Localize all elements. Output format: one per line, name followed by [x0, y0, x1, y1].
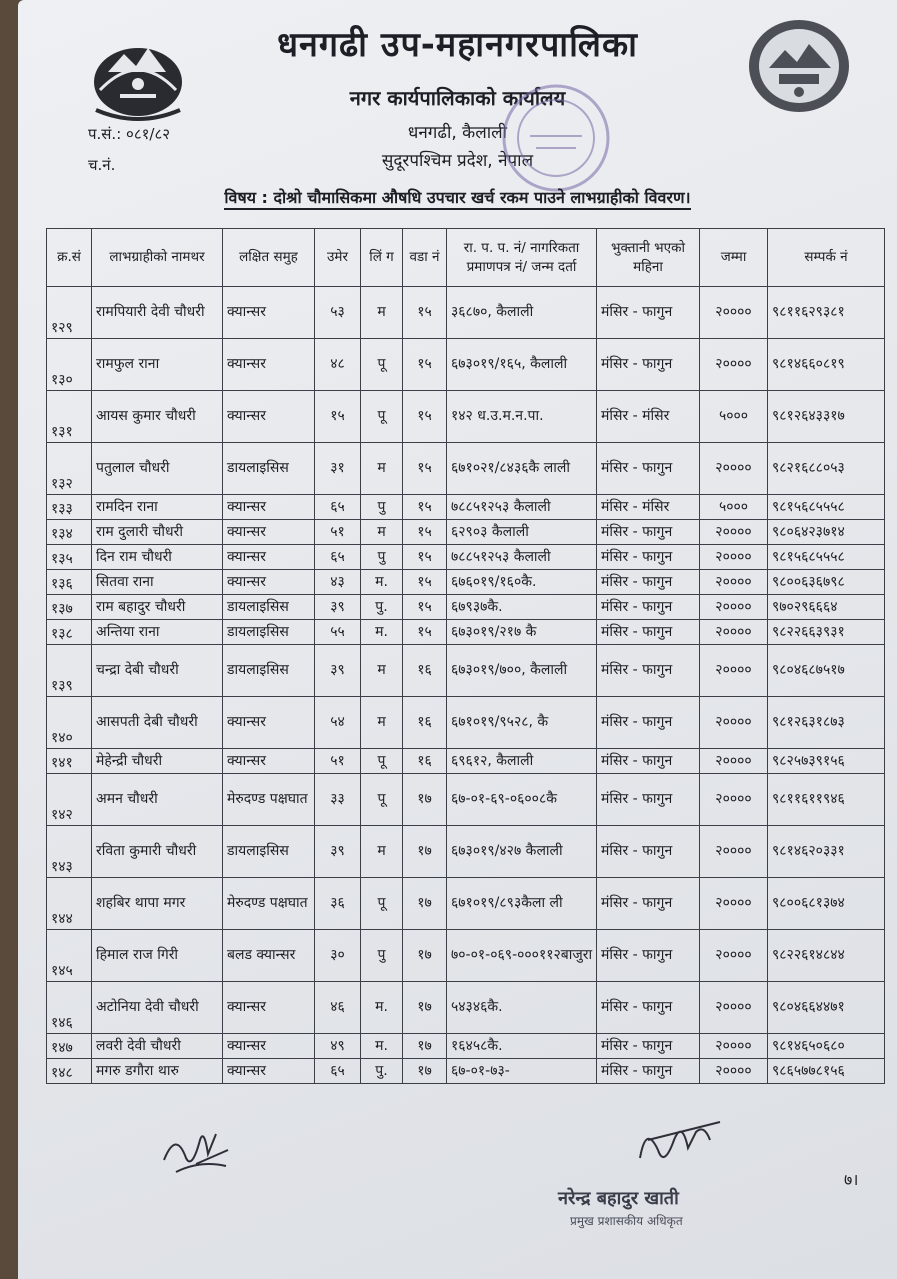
table-cell: क्यान्सर — [223, 495, 315, 520]
table-cell: ७०-०१-०६९-०००११२बाजुरा — [447, 930, 597, 982]
table-cell: ६७३०१९/७००, कैलाली — [447, 645, 597, 697]
table-cell: २०००० — [700, 1059, 768, 1084]
table-cell: २०००० — [700, 645, 768, 697]
table-cell: मंसिर - फागुन — [597, 443, 700, 495]
table-cell: १४८ — [47, 1059, 92, 1084]
table-cell: १६ — [403, 697, 447, 749]
table-cell: ३९ — [315, 595, 361, 620]
table-cell: अमन चौधरी — [92, 774, 223, 826]
table-cell: सितवा राना — [92, 570, 223, 595]
table-cell: दिन राम चौधरी — [92, 545, 223, 570]
table-cell: पु — [361, 545, 403, 570]
table-cell: १७ — [403, 930, 447, 982]
table-cell: १२९ — [47, 287, 92, 339]
table-cell: रविता कुमारी चौधरी — [92, 826, 223, 878]
table-row — [47, 826, 885, 878]
table-cell: मंसिर - फागुन — [597, 595, 700, 620]
table-cell: ९८२५७३९१५६ — [768, 749, 885, 774]
table-cell: १४६ — [47, 982, 92, 1034]
table-cell: ५००० — [700, 391, 768, 443]
table-cell: आयस कुमार चौधरी — [92, 391, 223, 443]
table-cell: राम दुलारी चौधरी — [92, 520, 223, 545]
table-cell: २०००० — [700, 774, 768, 826]
table-cell: १३८ — [47, 620, 92, 645]
table-cell: मंसिर - फागुन — [597, 545, 700, 570]
signatory-name: नरेन्द्र बहादुर खाती — [558, 1188, 679, 1209]
table-cell: मंसिर - फागुन — [597, 774, 700, 826]
table-cell: ५४ — [315, 697, 361, 749]
table-cell: शहबिर थापा मगर — [92, 878, 223, 930]
table-cell: २०००० — [700, 443, 768, 495]
table-cell: पु. — [361, 1059, 403, 1084]
table-cell: ६२९०३ कैलाली — [447, 520, 597, 545]
table-cell: ६७१०१९/८९३कैला ली — [447, 878, 597, 930]
column-header: लाभग्राहीको नामथर — [92, 229, 223, 287]
table-cell: १३३ — [47, 495, 92, 520]
table-cell: ३१ — [315, 443, 361, 495]
column-header: जम्मा — [700, 229, 768, 287]
table-cell: २०००० — [700, 287, 768, 339]
column-header: क्र.सं — [47, 229, 92, 287]
table-cell: पू — [361, 391, 403, 443]
table-cell: मेरुदण्ड पक्षघात — [223, 878, 315, 930]
column-header: उमेर — [315, 229, 361, 287]
table-cell: १५ — [403, 545, 447, 570]
table-cell: ६७-०१-७३- — [447, 1059, 597, 1084]
table-cell: २०००० — [700, 620, 768, 645]
table-cell: रामपियारी देवी चौधरी — [92, 287, 223, 339]
document-subject: विषय : दोश्रो चौमासिकमा औषधि उपचार खर्च रकम पाउने लाभग्राहीको विवरण। — [18, 186, 897, 208]
table-row — [47, 495, 885, 520]
table-cell: क्यान्सर — [223, 545, 315, 570]
table-cell: ९८१४६५०६८० — [768, 1034, 885, 1059]
table-cell: ४९ — [315, 1034, 361, 1059]
table-cell: २०००० — [700, 570, 768, 595]
table-cell: १५ — [403, 570, 447, 595]
table-cell: १५ — [403, 287, 447, 339]
table-cell: क्यान्सर — [223, 749, 315, 774]
table-cell: ३० — [315, 930, 361, 982]
table-row — [47, 1034, 885, 1059]
table-row — [47, 620, 885, 645]
table-cell: पू — [361, 749, 403, 774]
table-row — [47, 520, 885, 545]
table-cell: १६ — [403, 749, 447, 774]
table-row — [47, 570, 885, 595]
table-cell: ९८६५७७८१५६ — [768, 1059, 885, 1084]
table-cell: पू — [361, 774, 403, 826]
table-cell: ९७०२९६६६४ — [768, 595, 885, 620]
table-cell: ९८१४६६०८१९ — [768, 339, 885, 391]
table-cell: क्यान्सर — [223, 287, 315, 339]
office-address: धनगढी, कैलाली — [407, 123, 508, 143]
table-cell: १४० — [47, 697, 92, 749]
table-cell: १७ — [403, 1034, 447, 1059]
page-title: धनगढी उप-महानगरपालिका — [277, 25, 638, 65]
table-cell: १६४५८कै. — [447, 1034, 597, 1059]
table-row — [47, 545, 885, 570]
table-cell: म — [361, 826, 403, 878]
table-cell: ९८०४६६४४७१ — [768, 982, 885, 1034]
table-cell: मंसिर - फागुन — [597, 520, 700, 545]
table-row — [47, 287, 885, 339]
table-row — [47, 774, 885, 826]
table-cell: मंसिर - फागुन — [597, 620, 700, 645]
table-cell: ५००० — [700, 495, 768, 520]
table-cell: १३१ — [47, 391, 92, 443]
table-cell: हिमाल राज गिरी — [92, 930, 223, 982]
table-cell: ९८११६११९४६ — [768, 774, 885, 826]
table-cell: क्यान्सर — [223, 1059, 315, 1084]
table-cell: २०००० — [700, 520, 768, 545]
table-cell: ३६ — [315, 878, 361, 930]
table-cell: ६७३०१९/४२७ कैलाली — [447, 826, 597, 878]
table-cell: मंसिर - फागुन — [597, 826, 700, 878]
table-cell: १७ — [403, 774, 447, 826]
table-cell: क्यान्सर — [223, 697, 315, 749]
table-cell: म. — [361, 620, 403, 645]
table-cell: चन्द्रा देबी चौधरी — [92, 645, 223, 697]
table-row — [47, 645, 885, 697]
table-cell: मंसिर - फागुन — [597, 287, 700, 339]
table-cell: ६५ — [315, 545, 361, 570]
table-cell: मेरुदण्ड पक्षघात — [223, 774, 315, 826]
table-cell: डायलाइसिस — [223, 443, 315, 495]
table-cell: १४७ — [47, 1034, 92, 1059]
table-cell: क्यान्सर — [223, 982, 315, 1034]
table-row — [47, 1059, 885, 1084]
table-cell: मगरु डगौरा थारु — [92, 1059, 223, 1084]
table-cell: १५ — [315, 391, 361, 443]
table-cell: १४२ ध.उ.म.न.पा. — [447, 391, 597, 443]
table-cell: मंसिर - मंसिर — [597, 495, 700, 520]
table-cell: मंसिर - फागुन — [597, 930, 700, 982]
table-row — [47, 982, 885, 1034]
table-cell: २०००० — [700, 697, 768, 749]
table-cell: १५ — [403, 595, 447, 620]
document-sheet — [18, 0, 897, 1279]
table-cell: ५४३४६कै. — [447, 982, 597, 1034]
table-cell: ९८२२६१४८४४ — [768, 930, 885, 982]
fiscal-year: प.सं.: ०८१/८२ — [88, 125, 171, 143]
table-cell: २०००० — [700, 545, 768, 570]
table-cell: म — [361, 287, 403, 339]
table-cell: ९८१५६८५५५८ — [768, 545, 885, 570]
table-cell: १३४ — [47, 520, 92, 545]
table-cell: क्यान्सर — [223, 520, 315, 545]
table-row — [47, 391, 885, 443]
table-cell: १७ — [403, 1059, 447, 1084]
table-cell: २०००० — [700, 1034, 768, 1059]
table-cell: ९८१४६२०३३१ — [768, 826, 885, 878]
table-cell: पू — [361, 878, 403, 930]
table-cell: ९८१२६३१८७३ — [768, 697, 885, 749]
table-cell: ६७३०१९/१६५, कैलाली — [447, 339, 597, 391]
signature-left-icon — [156, 1120, 236, 1180]
table-cell: ७८८५१२५३ कैलाली — [447, 545, 597, 570]
table-cell: ४८ — [315, 339, 361, 391]
table-cell: मंसिर - फागुन — [597, 1034, 700, 1059]
table-cell: डायलाइसिस — [223, 620, 315, 645]
province-seal-icon — [745, 16, 853, 116]
table-cell: १५ — [403, 520, 447, 545]
table-cell: १३९ — [47, 645, 92, 697]
table-row — [47, 697, 885, 749]
table-cell: म. — [361, 982, 403, 1034]
table-cell: ६७-०१-६९-०६००८कै — [447, 774, 597, 826]
table-cell: ६९६१२, कैलाली — [447, 749, 597, 774]
table-cell: मंसिर - फागुन — [597, 1059, 700, 1084]
table-cell: २०००० — [700, 595, 768, 620]
table-cell: २०००० — [700, 982, 768, 1034]
table-cell: डायलाइसिस — [223, 595, 315, 620]
table-cell: १३२ — [47, 443, 92, 495]
table-cell: ९८०४६८७५१७ — [768, 645, 885, 697]
table-row — [47, 930, 885, 982]
table-cell: म — [361, 697, 403, 749]
table-cell: ५३ — [315, 287, 361, 339]
table-cell: ६७६०१९/१६०कै. — [447, 570, 597, 595]
table-cell: मंसिर - फागुन — [597, 645, 700, 697]
table-cell: मंसिर - मंसिर — [597, 391, 700, 443]
table-cell: मंसिर - फागुन — [597, 749, 700, 774]
table-cell: ५५ — [315, 620, 361, 645]
table-cell: ४३ — [315, 570, 361, 595]
table-cell: १३० — [47, 339, 92, 391]
table-cell: १५ — [403, 339, 447, 391]
table-header-row — [47, 229, 885, 287]
table-cell: ६७३०१९/२१७ कै — [447, 620, 597, 645]
table-cell: बलड क्यान्सर — [223, 930, 315, 982]
table-cell: १५ — [403, 391, 447, 443]
table-cell: मंसिर - फागुन — [597, 339, 700, 391]
signature-right-icon — [630, 1110, 730, 1175]
table-cell: क्यान्सर — [223, 391, 315, 443]
table-cell: म — [361, 520, 403, 545]
table-cell: १७ — [403, 878, 447, 930]
table-cell: ६७९३७कै. — [447, 595, 597, 620]
table-cell: २०००० — [700, 826, 768, 878]
table-cell: ६७१०१९/९५२८, कै — [447, 697, 597, 749]
table-cell: डायलाइसिस — [223, 826, 315, 878]
table-cell: ९८१२६४३३१७ — [768, 391, 885, 443]
table-cell: ९८१५६८५५५८ — [768, 495, 885, 520]
table-cell: १३५ — [47, 545, 92, 570]
table-cell: २०००० — [700, 930, 768, 982]
table-cell: अन्तिया राना — [92, 620, 223, 645]
table-row — [47, 339, 885, 391]
table-cell: डायलाइसिस — [223, 645, 315, 697]
table-cell: १४३ — [47, 826, 92, 878]
table-cell: पु — [361, 495, 403, 520]
table-cell: ९८२१६८८०५३ — [768, 443, 885, 495]
table-cell: ९८०६४२३७१४ — [768, 520, 885, 545]
table-cell: पू — [361, 339, 403, 391]
table-cell: २०००० — [700, 878, 768, 930]
table-cell: १५ — [403, 443, 447, 495]
column-header: सम्पर्क नं — [768, 229, 885, 287]
table-cell: ५१ — [315, 749, 361, 774]
table-cell: १५ — [403, 620, 447, 645]
table-cell: २०००० — [700, 339, 768, 391]
reference-number: च.नं. — [88, 156, 116, 174]
table-cell: ५१ — [315, 520, 361, 545]
table-cell: रामफुल राना — [92, 339, 223, 391]
table-cell: ३९ — [315, 645, 361, 697]
table-cell: १४१ — [47, 749, 92, 774]
table-cell: क्यान्सर — [223, 339, 315, 391]
table-cell: २०००० — [700, 749, 768, 774]
table-cell: मंसिर - फागुन — [597, 570, 700, 595]
table-cell: ६५ — [315, 495, 361, 520]
table-cell: आसपती देबी चौधरी — [92, 697, 223, 749]
province-name: सुदूरपश्चिम प्रदेश, नेपाल — [381, 151, 534, 171]
table-cell: ४६ — [315, 982, 361, 1034]
table-row — [47, 595, 885, 620]
column-header: लक्षित समुह — [223, 229, 315, 287]
table-cell: क्यान्सर — [223, 570, 315, 595]
table-cell: लवरी देवी चौधरी — [92, 1034, 223, 1059]
table-cell: राम बहादुर चौधरी — [92, 595, 223, 620]
table-cell: पु — [361, 930, 403, 982]
beneficiary-table — [46, 228, 885, 1084]
table-cell: म. — [361, 1034, 403, 1059]
table-cell: अटोनिया देवी चौधरी — [92, 982, 223, 1034]
table-body — [47, 287, 885, 1084]
table-cell: ९८११६२९३८१ — [768, 287, 885, 339]
table-cell: ३९ — [315, 826, 361, 878]
column-header: वडा नं — [403, 229, 447, 287]
table-cell: मेहेन्द्री चौधरी — [92, 749, 223, 774]
table-cell: ९८२२६६३९३१ — [768, 620, 885, 645]
table-cell: ६७१०२१/८४३६कै लाली — [447, 443, 597, 495]
table-cell: पतुलाल चौधरी — [92, 443, 223, 495]
table-cell: ९८००६८१३७४ — [768, 878, 885, 930]
table-cell: १४५ — [47, 930, 92, 982]
signatory-title: प्रमुख प्रशासकीय अधिकृत — [570, 1214, 683, 1228]
table-cell: म. — [361, 570, 403, 595]
table-row — [47, 749, 885, 774]
table-cell: ६५ — [315, 1059, 361, 1084]
table-cell: म — [361, 645, 403, 697]
column-header: लिं ग — [361, 229, 403, 287]
table-cell: मंसिर - फागुन — [597, 697, 700, 749]
column-header: भुक्तानी भएको महिना — [597, 229, 700, 287]
table-cell: १५ — [403, 495, 447, 520]
table-row — [47, 443, 885, 495]
table-cell: १४२ — [47, 774, 92, 826]
table-cell: १६ — [403, 645, 447, 697]
table-row — [47, 878, 885, 930]
table-cell: १४४ — [47, 878, 92, 930]
table-cell: मंसिर - फागुन — [597, 878, 700, 930]
table-cell: ३६८७०, कैलाली — [447, 287, 597, 339]
table-cell: ७८८५१२५३ कैलाली — [447, 495, 597, 520]
page-number: ७। — [844, 1170, 859, 1189]
column-header: रा. प. प. नं/ नागरिकता प्रमाणपत्र नं/ जन्म दर्ता — [447, 229, 597, 287]
table-cell: पु. — [361, 595, 403, 620]
table-cell: ९८००६३६७९८ — [768, 570, 885, 595]
office-name: नगर कार्यपालिकाको कार्यालय — [349, 86, 566, 110]
table-cell: १७ — [403, 826, 447, 878]
table-cell: १३६ — [47, 570, 92, 595]
table-cell: ३३ — [315, 774, 361, 826]
table-cell: मंसिर - फागुन — [597, 982, 700, 1034]
table-cell: रामदिन राना — [92, 495, 223, 520]
table-cell: १३७ — [47, 595, 92, 620]
table-cell: १७ — [403, 982, 447, 1034]
table-cell: म — [361, 443, 403, 495]
table-cell: क्यान्सर — [223, 1034, 315, 1059]
